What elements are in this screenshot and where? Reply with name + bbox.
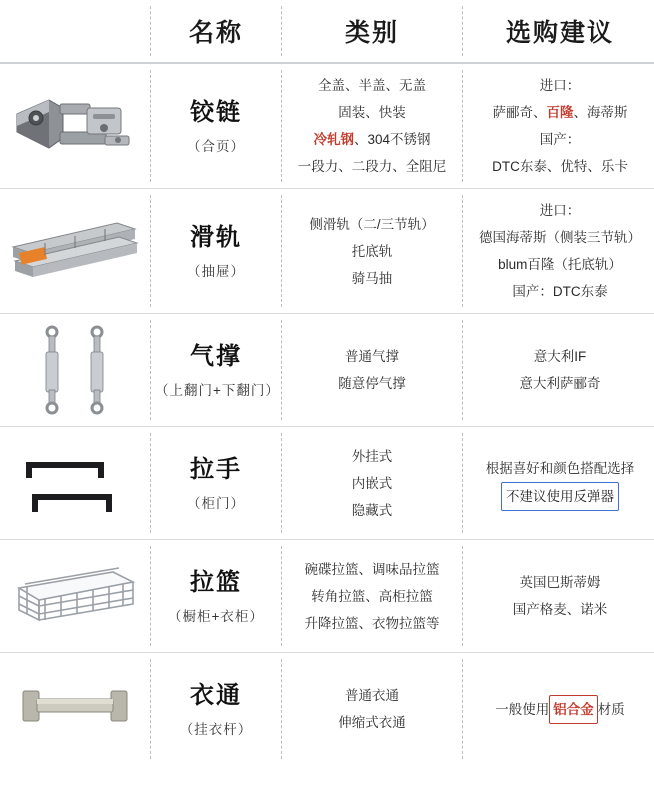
gas-strut-icon	[5, 322, 145, 418]
product-name-cell	[151, 427, 281, 539]
category-line: 托底轨	[351, 243, 393, 259]
advice-line: 国产格麦、诺米	[512, 602, 608, 617]
product-image-cell	[0, 189, 150, 313]
advice-cell	[463, 64, 654, 188]
highlight-text: 冷轧钢	[313, 132, 354, 147]
product-name-cell	[151, 189, 281, 313]
table-row	[0, 314, 654, 426]
product-name-cell	[151, 653, 281, 765]
advice-line: 根据喜好和颜色搭配选择	[485, 461, 635, 476]
advice-line: 德国海蒂斯（侧装三节轨）	[479, 230, 641, 245]
category-cell	[282, 189, 462, 313]
product-name-cell	[151, 64, 281, 188]
table-row	[0, 427, 654, 539]
product-subtitle: （挂衣杆）	[179, 721, 253, 737]
highlight-text: 铝合金	[549, 695, 598, 724]
product-image-cell	[0, 314, 150, 426]
product-name: 衣通	[190, 681, 242, 709]
product-image-cell	[0, 427, 150, 539]
header-image-column	[0, 0, 150, 62]
advice-cell	[463, 653, 654, 765]
advice-line-highlight	[492, 99, 628, 126]
category-list	[298, 72, 447, 180]
product-name: 滑轨	[190, 223, 242, 251]
category-line: 伸缩式衣通	[338, 715, 406, 730]
table-row	[0, 653, 654, 765]
advice-suffix: 、海蒂斯	[573, 105, 628, 120]
wardrobe-rod-icon	[5, 661, 145, 757]
product-name: 拉篮	[190, 568, 242, 596]
category-line: 骑马抽	[351, 270, 393, 286]
product-name-cell	[151, 540, 281, 652]
category-cell	[282, 427, 462, 539]
advice-line: DTC东泰、优特、乐卡	[492, 159, 628, 174]
advice-line: 意大利IF	[533, 349, 587, 364]
advice-prefix: 萨郦奇、	[492, 105, 547, 120]
advice-list	[492, 72, 628, 180]
boxed-note: 不建议使用反弹器	[501, 482, 619, 511]
product-image-cell	[0, 64, 150, 188]
advice-line: 国产：DTC东泰	[512, 284, 608, 299]
category-cell	[282, 64, 462, 188]
advice-list	[513, 569, 608, 623]
product-name: 气撑	[190, 342, 242, 370]
handle-icon	[5, 435, 145, 531]
category-line: 一段力、二段力、全阻尼	[297, 159, 447, 174]
category-line: 升降拉篮、衣物拉篮等	[304, 615, 440, 631]
advice-line: 进口：	[539, 203, 581, 218]
category-cell	[282, 653, 462, 765]
product-subtitle: （柜门）	[187, 495, 245, 511]
advice-list	[520, 343, 601, 397]
advice-list	[486, 455, 635, 511]
category-line: 隐藏式	[351, 502, 393, 518]
product-subtitle: （抽屉）	[187, 263, 245, 279]
category-line: 碗碟拉篮、调味品拉篮	[304, 561, 440, 577]
product-subtitle: （上翻门+下翻门）	[155, 382, 280, 398]
category-line-highlight	[298, 126, 447, 153]
advice-cell	[463, 540, 654, 652]
slide-rail-icon	[5, 203, 145, 299]
product-subtitle: （合页）	[187, 138, 245, 154]
advice-line-highlight	[495, 695, 625, 724]
category-list	[338, 343, 406, 397]
advice-line: 英国巴斯蒂姆	[519, 575, 601, 590]
category-line: 内嵌式	[351, 475, 393, 491]
category-cell	[282, 314, 462, 426]
category-line: 普通气撑	[345, 349, 399, 364]
footer-spacer	[0, 765, 654, 773]
basket-icon	[5, 548, 145, 644]
product-image-cell	[0, 653, 150, 765]
category-line: 外挂式	[351, 448, 393, 464]
table-header	[0, 0, 654, 62]
header-name-column: 名称	[188, 19, 243, 47]
advice-line: 进口：	[539, 78, 581, 93]
category-line: 随意停气撑	[338, 376, 406, 391]
advice-line: 国产：	[539, 132, 581, 147]
product-name: 拉手	[190, 455, 242, 483]
header-advice-column: 选购建议	[505, 19, 614, 47]
table-row	[0, 540, 654, 652]
advice-line: blum百隆（托底轨）	[498, 257, 622, 272]
category-list	[305, 556, 440, 637]
header-category-column: 类别	[344, 19, 399, 47]
highlight-text: 百隆	[546, 105, 574, 120]
advice-prefix: 一般使用	[495, 701, 550, 717]
product-name: 铰链	[190, 98, 242, 126]
category-line: 转角拉篮、高柜拉篮	[311, 588, 433, 604]
category-line: 普通衣通	[345, 688, 399, 703]
advice-cell	[463, 427, 654, 539]
advice-list	[479, 197, 641, 305]
category-list	[338, 682, 406, 736]
advice-cell	[463, 189, 654, 313]
advice-line: 意大利萨郦奇	[519, 376, 601, 391]
category-line-rest: 、304不锈钢	[353, 132, 431, 147]
category-list	[352, 443, 393, 524]
table-row	[0, 189, 654, 313]
advice-line-boxed	[486, 482, 635, 511]
product-subtitle: （橱柜+衣柜）	[168, 608, 264, 624]
category-line: 全盖、半盖、无盖	[318, 78, 426, 93]
hinge-icon	[5, 78, 145, 174]
advice-cell	[463, 314, 654, 426]
category-line: 固装、快装	[338, 105, 406, 120]
category-cell	[282, 540, 462, 652]
product-image-cell	[0, 540, 150, 652]
category-line: 侧滑轨（二/三节轨）	[309, 216, 435, 232]
product-name-cell	[151, 314, 281, 426]
advice-list	[495, 695, 625, 724]
category-list	[309, 211, 434, 292]
table-row	[0, 64, 654, 188]
advice-suffix: 材质	[597, 701, 625, 717]
